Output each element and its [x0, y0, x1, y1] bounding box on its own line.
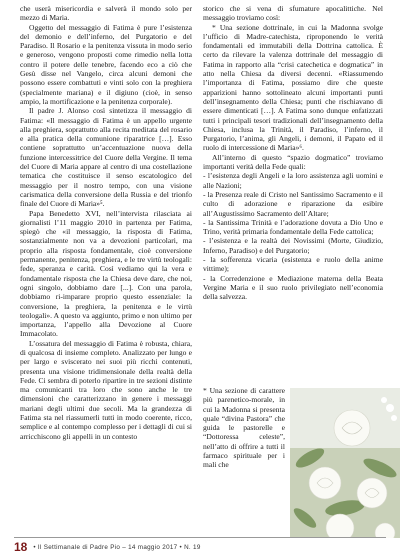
right-column-paragraph: - l’esistenza degli Angeli e la loro assistenza agli uomini e alle Nazioni;: [203, 171, 383, 190]
wrapped-paragraph: [203, 386, 285, 470]
flower-photo: [290, 388, 400, 538]
right-column-paragraph: - l’esistenza e la realtà dei Novissimi (Morte, Giudizio, Inferno, Paradiso) e del Purgatorio;: [203, 236, 383, 255]
right-column-paragraph: * Una sezione dottrinale, in cui la Madonna svolge l’ufficio di Madre-catechista, riproponendo le verità fondamentali ed immutabili della Dottrina cattolica. È certo da rilevare la valenza dottrinale del messaggio di Fatima in rapporto alla “crisi catechetica e dogmatica” in atto nella Chiesa da diversi decenni. «Riassumendo l’importanza di Fatima, possiamo dire che queste apparizioni hanno sottolineato alcuni importanti punti dell’insegnamento della Chiesa; punti che rischiavano di essere dimenticati […]. A Fatima sono dunque enfatizzati tutti i principali tesori tradizionali dell’insegnamento della Chiesa, inclusa la Trinità, il Paradiso, l’inferno, il Purgatorio, l’anima, gli Angeli, i demoni, il Papato ed il ruolo di intercessione di Maria»⁶.: [203, 22, 383, 153]
left-column-paragraph: Il padre J. Alonso così sintetizza il messaggio di Fatima: «Il messaggio di Fatima è un appello urgente alla preghiera, soprattutto alla recita meditata del rosario e alla pratica della comunione riparatrice […]. Esso contiene soprattutto un’accentuazione nuova della funzione intercessitrice del Cuore della Vergine. Il tema del Cuore di Maria appare al centro di una costellazione tematica che costituisce il senso escatologico del messaggio per il nostro tempo, con una visione carismatica della conversione della Russia e del trionfo finale del Cuore di Maria»⁵.: [20, 106, 192, 209]
right-column: [203, 4, 383, 302]
left-column-paragraph: Papa Benedetto XVI, nell’intervista rilasciata ai giornalisti l’11 maggio 2010 in partenza per Fatima, spiegò che «il messaggio, la risposta di Fatima, sostanzialmente non va a devozioni particolari, ma proprio alla risposta fondamentale, cioè conversione permanente, penitenza, preghiera, e le tre virtù teologali: fede, speranza e carità. Così vediamo qui la vera e fondamentale risposta che la Chiesa deve dare, che noi, ogni singolo, dobbiamo dare [...]. Con una parola, dobbiamo ri-imparare proprio questo essenziale: la conversione, la preghiera, la penitenza e le virtù teologali». A questo va aggiunto, primo e non ultimo per importanza, l’appello alla Devozione al Cuore Immacolato.: [20, 208, 192, 339]
publication-line: • Il Settimanale di Padre Pio – 14 maggio 2017 • N. 19: [33, 543, 201, 551]
page-footer: [14, 540, 386, 554]
left-column: [20, 4, 192, 441]
wrapnote-paragraph: * Una sezione di carattere più parenetico-morale, in cui la Madonna si presenta quale “divina Pastora” che guida le pastorelle e “Dottoressa celeste”, nell’atto di offrire a tutti il farmaco spirituale per i mali che: [203, 386, 285, 470]
right-column-paragraph: - la Santissima Trinità e l’adorazione dovuta a Dio Uno e Trino, verità primaria fondamentale della Fede cattolica;: [203, 217, 383, 237]
left-column-paragraph: Oggetto del messaggio di Fatima è pure l’esistenza del demonio e dell’inferno, del Purgatorio e del Paradiso. Il Rosario e la penitenza vissuta in modo serio e generoso, vengono proposti come rimedio nella lotta contro il potere delle tenebre, facendo eco a ciò che Gesù disse nel Vangelo, circa alcuni demoni che possono essere combattuti e vinti solo con la preghiera (specialmente mariana) e il digiuno (cioè, in senso ampio, la mortificazione e la penitenza corporale).: [20, 22, 192, 106]
right-column-paragraph: storico che si vena di sfumature apocalittiche. Nel messaggio troviamo così:: [203, 4, 383, 23]
left-column-paragraph: L’ossatura del messaggio di Fatima è robusta, chiara, di qualcosa di insieme completo. Analizzato per lungo e per largo e sviscerato nei suoi più ricchi contenuti, presenta una visione tridimensionale della realtà della Fede. Ci sembra di poterlo ripartire in tre sezioni distinte ma comunicanti tra loro che sono anche le tre dimensioni che caratterizzano in genere i messaggi mariani degli ultimi due secoli. Ma la grandezza di Fatima sta nel riassumerli tutti in modo coerente, ricco, semplice e al contempo complesso per i dettagli di cui si arricchiscono gli appelli in un contesto: [20, 338, 192, 441]
page-number: 18: [14, 540, 28, 554]
right-column-paragraph: - la Corredenzione e Mediazione materna della Beata Vergine Maria e il suo ruolo privilegiato nell’economia della salvezza.: [203, 273, 383, 302]
right-column-paragraph: All’interno di questo “spazio dogmatico” troviamo importanti verità della Fede quali:: [203, 152, 383, 172]
left-column-paragraph: che userà misericordia e salverà il mondo solo per mezzo di Maria.: [20, 4, 192, 23]
right-column-paragraph: - la Presenza reale di Cristo nel Santissimo Sacramento e il culto di adorazione e riparazione da esibire all’Augustissimo Sacramento dell’Altare;: [203, 189, 383, 218]
right-column-paragraph: - la sofferenza vicaria (esistenza e ruolo della anime vittime);: [203, 255, 383, 274]
